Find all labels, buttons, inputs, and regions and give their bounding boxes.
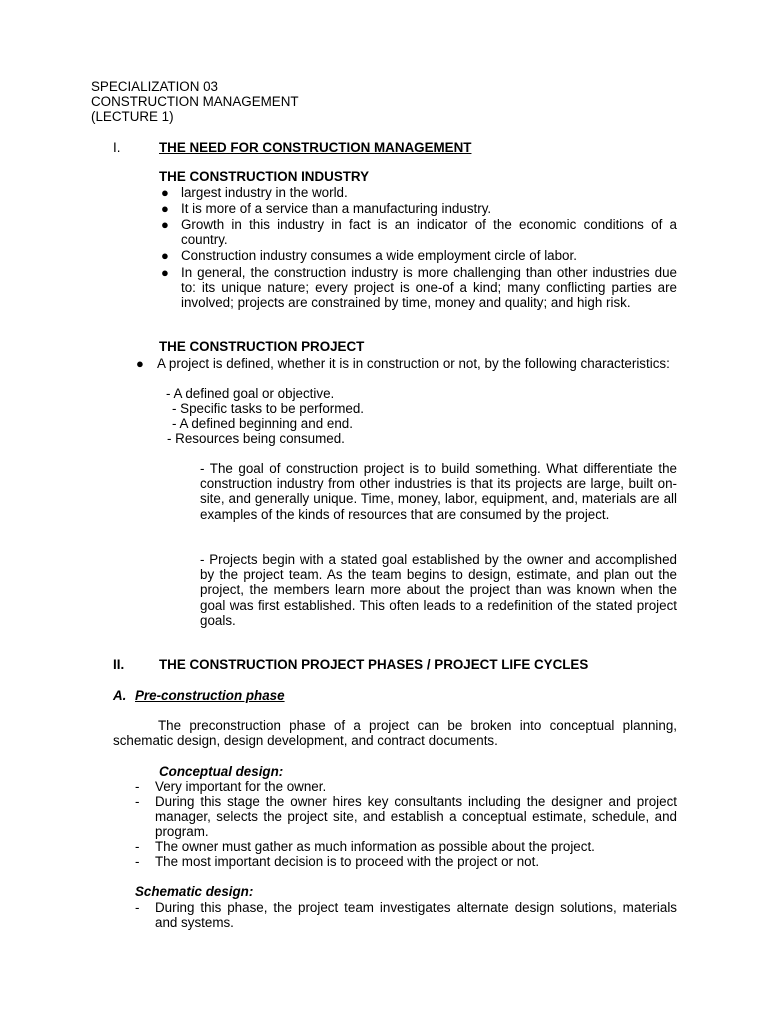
subsection-a-title: Pre-construction phase xyxy=(135,688,285,703)
lecture-label: (LECTURE 1) xyxy=(91,109,174,124)
list-item: Growth in this industry in fact is an indicator of the economic conditions of a country. xyxy=(181,217,677,248)
bullet-icon: ● xyxy=(161,265,169,280)
bullet-icon: ● xyxy=(161,201,169,216)
section-1-title: THE NEED FOR CONSTRUCTION MANAGEMENT xyxy=(159,140,472,155)
list-item: During this stage the owner hires key consultants including the designer and project manager, selects the project site, and establish a conceptual estimate, schedule, and program. xyxy=(155,794,677,840)
bullet-icon: ● xyxy=(161,248,169,263)
list-item: - A defined beginning and end. xyxy=(172,416,353,431)
goal-paragraph: - The goal of construction project is to build something. What differentiate the construction industry from other industries is that its projects are large, built on-site, and generally unique. Time, money, labor, equipment, and, materials are all examples of the kinds of resources that are consumed by the project. xyxy=(200,461,677,522)
list-item: - A defined goal or objective. xyxy=(166,386,335,401)
list-item: It is more of a service than a manufacturing industry. xyxy=(181,201,492,216)
list-item: Very important for the owner. xyxy=(155,779,327,794)
bullet-icon: ● xyxy=(136,356,144,371)
dash-marker: - xyxy=(135,839,140,854)
bullet-icon: ● xyxy=(161,185,169,200)
schematic-design-heading: Schematic design: xyxy=(135,884,254,899)
list-item: The owner must gather as much information as possible about the project. xyxy=(155,839,595,854)
industry-heading: THE CONSTRUCTION INDUSTRY xyxy=(159,169,370,184)
preconstruction-intro: The preconstruction phase of a project can be broken into conceptual planning, schematic design, design development, and contract documents. xyxy=(113,718,677,749)
list-item: The most important decision is to proceed with the project or not. xyxy=(155,854,540,869)
list-item: In general, the construction industry is more challenging than other industries due to: its unique nature; every project is one-of a kind; many conflicting parties are involved; projects are constrained by time, money and quality; and high risk. xyxy=(181,265,677,311)
subsection-a-label: A. xyxy=(113,688,127,703)
dash-marker: - xyxy=(135,900,140,915)
section-2-numeral: II. xyxy=(113,657,125,672)
bullet-icon: ● xyxy=(161,217,169,232)
list-item: - Resources being consumed. xyxy=(167,431,345,446)
dash-marker: - xyxy=(135,779,140,794)
course-title: CONSTRUCTION MANAGEMENT xyxy=(91,94,299,109)
list-item: During this phase, the project team investigates alternate design solutions, materials and systems. xyxy=(155,900,677,931)
section-2-title: THE CONSTRUCTION PROJECT PHASES / PROJECT LIFE CYCLES xyxy=(159,657,589,672)
section-1-numeral: I. xyxy=(113,140,121,155)
project-heading: THE CONSTRUCTION PROJECT xyxy=(159,339,365,354)
goals-redefinition-paragraph: - Projects begin with a stated goal established by the owner and accomplished by the project team. As the team begins to design, estimate, and plan out the project, the members learn more about the project than was known when the goal was first established. This often leads to a redefinition of the stated project goals. xyxy=(200,552,677,628)
dash-marker: - xyxy=(135,794,140,809)
dash-marker: - xyxy=(135,854,140,869)
list-item: Construction industry consumes a wide employment circle of labor. xyxy=(181,248,577,263)
course-code: SPECIALIZATION 03 xyxy=(91,79,219,94)
conceptual-design-heading: Conceptual design: xyxy=(159,764,284,779)
project-definition: A project is defined, whether it is in construction or not, by the following characteristics: xyxy=(157,356,670,371)
list-item: - Specific tasks to be performed. xyxy=(172,401,365,416)
list-item: largest industry in the world. xyxy=(181,185,348,200)
